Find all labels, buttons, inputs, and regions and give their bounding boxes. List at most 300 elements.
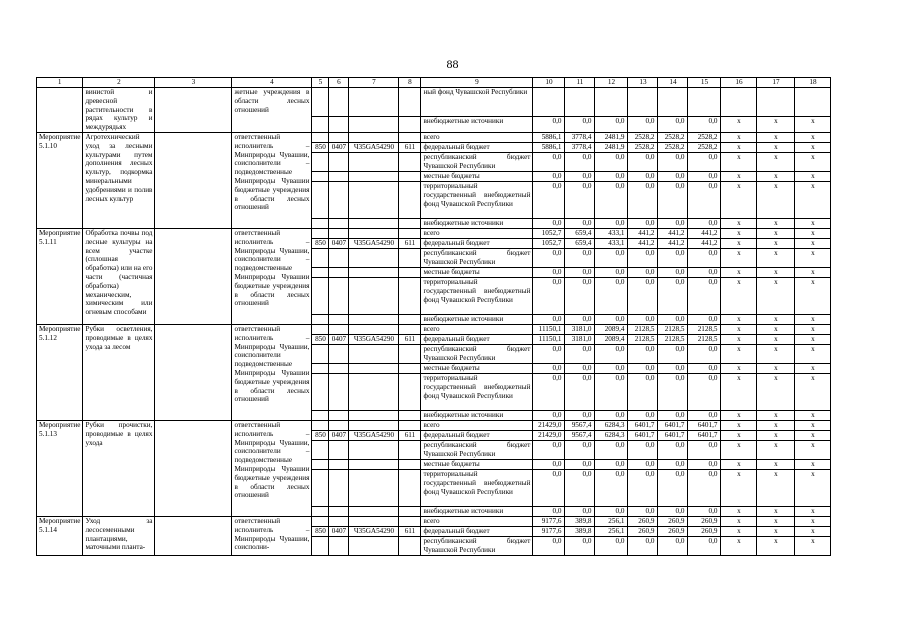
year-value: 0,0 bbox=[565, 506, 595, 516]
funding-source: всего bbox=[421, 324, 533, 334]
year-value: 0,0 bbox=[658, 267, 688, 277]
year-value: 2128,5 bbox=[628, 324, 658, 334]
placeholder-x: x bbox=[795, 506, 831, 516]
event-name: Обработка почвы под лесные культуры на всем участке (сплошная обработка) или на его части (частичная обработка) механическим, химическим или огневым способами bbox=[83, 228, 155, 324]
expense-type-code bbox=[399, 171, 421, 181]
year-value: 0,0 bbox=[595, 469, 628, 506]
year-value bbox=[595, 88, 628, 117]
placeholder-x bbox=[757, 88, 795, 117]
year-value: 3181,0 bbox=[565, 334, 595, 344]
year-value: 0,0 bbox=[628, 459, 658, 469]
grbs-code bbox=[312, 410, 329, 420]
section-code bbox=[329, 228, 349, 238]
year-value: 260,9 bbox=[688, 516, 721, 526]
year-value: 0,0 bbox=[595, 363, 628, 373]
target-article-code bbox=[349, 440, 399, 459]
year-value: 0,0 bbox=[595, 344, 628, 363]
year-value: 0,0 bbox=[533, 469, 565, 506]
section-code bbox=[329, 267, 349, 277]
funding-source: внебюджетные источники bbox=[421, 314, 533, 324]
funding-source: местные бюджеты bbox=[421, 459, 533, 469]
empty-cell bbox=[155, 132, 232, 228]
expense-type-code bbox=[399, 88, 421, 117]
year-value: 0,0 bbox=[595, 314, 628, 324]
year-value: 2128,5 bbox=[628, 334, 658, 344]
funding-source: федеральный бюджет bbox=[421, 526, 533, 536]
placeholder-x: x bbox=[721, 516, 757, 526]
funding-source: республиканский бюджет Чувашской Республики bbox=[421, 152, 533, 171]
year-value: 0,0 bbox=[565, 181, 595, 218]
year-value: 6401,7 bbox=[688, 430, 721, 440]
year-value: 0,0 bbox=[688, 410, 721, 420]
grbs-code: 850 bbox=[312, 430, 329, 440]
placeholder-x: x bbox=[721, 469, 757, 506]
grbs-code bbox=[312, 218, 329, 228]
year-value: 260,9 bbox=[688, 526, 721, 536]
target-article-code bbox=[349, 410, 399, 420]
column-number: 10 bbox=[533, 78, 565, 88]
year-value: 1052,7 bbox=[533, 238, 565, 248]
section-code bbox=[329, 363, 349, 373]
placeholder-x: x bbox=[757, 248, 795, 267]
grbs-code bbox=[312, 324, 329, 334]
event-name: винистой и древесной растительности в рядах культур и междурядьях bbox=[83, 88, 155, 133]
funding-source: всего bbox=[421, 516, 533, 526]
target-article-code bbox=[349, 373, 399, 410]
funding-source: республиканский бюджет Чувашской Республики bbox=[421, 536, 533, 555]
section-code bbox=[329, 420, 349, 430]
grbs-code bbox=[312, 132, 329, 142]
year-value: 0,0 bbox=[533, 410, 565, 420]
placeholder-x: x bbox=[795, 334, 831, 344]
placeholder-x: x bbox=[757, 152, 795, 171]
expense-type-code bbox=[399, 324, 421, 334]
year-value: 2528,2 bbox=[688, 132, 721, 142]
expense-type-code bbox=[399, 440, 421, 459]
year-value: 0,0 bbox=[595, 536, 628, 555]
column-number: 18 bbox=[795, 78, 831, 88]
target-article-code bbox=[349, 506, 399, 516]
placeholder-x: x bbox=[795, 459, 831, 469]
year-value bbox=[565, 88, 595, 117]
year-value: 0,0 bbox=[533, 152, 565, 171]
placeholder-x: x bbox=[757, 536, 795, 555]
year-value: 0,0 bbox=[565, 469, 595, 506]
section-code bbox=[329, 88, 349, 117]
placeholder-x: x bbox=[757, 516, 795, 526]
year-value: 0,0 bbox=[658, 248, 688, 267]
year-value: 0,0 bbox=[565, 373, 595, 410]
expense-type-code bbox=[399, 459, 421, 469]
placeholder-x: x bbox=[721, 228, 757, 238]
grbs-code bbox=[312, 459, 329, 469]
column-number-row bbox=[37, 78, 831, 88]
year-value: 0,0 bbox=[533, 536, 565, 555]
year-value: 0,0 bbox=[658, 344, 688, 363]
year-value: 0,0 bbox=[658, 373, 688, 410]
year-value: 441,2 bbox=[688, 228, 721, 238]
year-value: 6401,7 bbox=[688, 420, 721, 430]
year-value: 0,0 bbox=[533, 459, 565, 469]
section-code bbox=[329, 324, 349, 334]
year-value: 0,0 bbox=[533, 344, 565, 363]
year-value: 0,0 bbox=[688, 314, 721, 324]
funding-source: всего bbox=[421, 132, 533, 142]
expense-type-code bbox=[399, 277, 421, 314]
placeholder-x: x bbox=[795, 469, 831, 506]
executor: жетные учреждения в области лесных отношений bbox=[232, 88, 312, 133]
year-value: 0,0 bbox=[565, 363, 595, 373]
target-article-code bbox=[349, 363, 399, 373]
year-value: 433,1 bbox=[595, 238, 628, 248]
funding-source: территориальный государственный внебюджетный фонд Чувашской Республики bbox=[421, 181, 533, 218]
placeholder-x: x bbox=[795, 152, 831, 171]
section-code bbox=[329, 152, 349, 171]
year-value bbox=[658, 88, 688, 117]
year-value: 0,0 bbox=[595, 459, 628, 469]
placeholder-x bbox=[795, 88, 831, 117]
budget-table bbox=[36, 77, 831, 556]
empty-cell bbox=[155, 516, 232, 555]
year-value: 0,0 bbox=[595, 373, 628, 410]
year-value: 0,0 bbox=[658, 314, 688, 324]
year-value: 0,0 bbox=[595, 171, 628, 181]
column-number: 4 bbox=[232, 78, 312, 88]
section-code bbox=[329, 440, 349, 459]
funding-source: внебюджетные источники bbox=[421, 506, 533, 516]
year-value: 441,2 bbox=[628, 228, 658, 238]
empty-cell bbox=[155, 88, 232, 133]
year-value: 2528,2 bbox=[658, 132, 688, 142]
expense-type-code: 611 bbox=[399, 142, 421, 152]
year-value: 0,0 bbox=[595, 152, 628, 171]
funding-source: внебюджетные источники bbox=[421, 218, 533, 228]
funding-source: всего bbox=[421, 420, 533, 430]
expense-type-code bbox=[399, 410, 421, 420]
year-value: 0,0 bbox=[688, 248, 721, 267]
expense-type-code bbox=[399, 344, 421, 363]
year-value: 0,0 bbox=[533, 171, 565, 181]
placeholder-x: x bbox=[757, 334, 795, 344]
year-value: 0,0 bbox=[628, 363, 658, 373]
year-value: 3181,0 bbox=[565, 324, 595, 334]
placeholder-x: x bbox=[757, 142, 795, 152]
funding-source: территориальный государственный внебюджетный фонд Чувашской Республики bbox=[421, 469, 533, 506]
year-value: 0,0 bbox=[565, 267, 595, 277]
placeholder-x: x bbox=[795, 363, 831, 373]
year-value: 0,0 bbox=[565, 344, 595, 363]
expense-type-code bbox=[399, 132, 421, 142]
year-value: 0,0 bbox=[533, 267, 565, 277]
section-code bbox=[329, 277, 349, 314]
year-value: 0,0 bbox=[688, 440, 721, 459]
event-kind: Мероприятие 5.1.13 bbox=[37, 420, 83, 516]
grbs-code bbox=[312, 171, 329, 181]
target-article-code bbox=[349, 152, 399, 171]
section-code bbox=[329, 218, 349, 228]
year-value: 0,0 bbox=[533, 373, 565, 410]
placeholder-x: x bbox=[795, 314, 831, 324]
year-value: 2128,5 bbox=[688, 334, 721, 344]
year-value: 0,0 bbox=[595, 506, 628, 516]
year-value: 0,0 bbox=[565, 536, 595, 555]
year-value: 0,0 bbox=[565, 410, 595, 420]
placeholder-x: x bbox=[757, 459, 795, 469]
grbs-code bbox=[312, 314, 329, 324]
placeholder-x: x bbox=[721, 536, 757, 555]
event-kind: Мероприятие 5.1.12 bbox=[37, 324, 83, 420]
year-value: 0,0 bbox=[658, 363, 688, 373]
target-article-code bbox=[349, 218, 399, 228]
column-number: 6 bbox=[329, 78, 349, 88]
placeholder-x: x bbox=[721, 440, 757, 459]
grbs-code bbox=[312, 228, 329, 238]
year-value: 0,0 bbox=[595, 410, 628, 420]
grbs-code bbox=[312, 373, 329, 410]
column-number: 2 bbox=[83, 78, 155, 88]
column-number: 14 bbox=[658, 78, 688, 88]
year-value: 0,0 bbox=[595, 181, 628, 218]
year-value: 0,0 bbox=[595, 248, 628, 267]
year-value: 6284,3 bbox=[595, 420, 628, 430]
grbs-code: 850 bbox=[312, 142, 329, 152]
year-value: 0,0 bbox=[533, 181, 565, 218]
year-value: 2528,2 bbox=[628, 132, 658, 142]
year-value: 0,0 bbox=[565, 152, 595, 171]
placeholder-x: x bbox=[721, 181, 757, 218]
funding-source: федеральный бюджет bbox=[421, 142, 533, 152]
year-value: 0,0 bbox=[628, 344, 658, 363]
placeholder-x: x bbox=[757, 469, 795, 506]
section-code: 0407 bbox=[329, 526, 349, 536]
expense-type-code bbox=[399, 181, 421, 218]
column-number: 7 bbox=[349, 78, 399, 88]
year-value: 5886,1 bbox=[533, 142, 565, 152]
section-code bbox=[329, 469, 349, 506]
year-value: 0,0 bbox=[688, 459, 721, 469]
year-value: 0,0 bbox=[628, 267, 658, 277]
year-value: 0,0 bbox=[688, 171, 721, 181]
table-row bbox=[37, 88, 831, 117]
placeholder-x: x bbox=[795, 324, 831, 334]
target-article-code bbox=[349, 516, 399, 526]
year-value: 0,0 bbox=[658, 171, 688, 181]
placeholder-x: x bbox=[795, 132, 831, 142]
expense-type-code bbox=[399, 218, 421, 228]
section-code: 0407 bbox=[329, 238, 349, 248]
placeholder-x: x bbox=[795, 117, 831, 133]
year-value: 0,0 bbox=[658, 277, 688, 314]
placeholder-x: x bbox=[721, 363, 757, 373]
year-value: 9177,6 bbox=[533, 526, 565, 536]
year-value: 0,0 bbox=[658, 181, 688, 218]
column-number: 1 bbox=[37, 78, 83, 88]
expense-type-code bbox=[399, 248, 421, 267]
year-value: 0,0 bbox=[658, 218, 688, 228]
grbs-code bbox=[312, 344, 329, 363]
funding-source: ный фонд Чувашской Республики bbox=[421, 88, 533, 117]
year-value: 0,0 bbox=[628, 410, 658, 420]
year-value: 6401,7 bbox=[628, 430, 658, 440]
table-row bbox=[37, 228, 831, 238]
target-article-code bbox=[349, 536, 399, 555]
expense-type-code bbox=[399, 469, 421, 506]
placeholder-x: x bbox=[721, 410, 757, 420]
year-value: 0,0 bbox=[688, 267, 721, 277]
placeholder-x: x bbox=[721, 117, 757, 133]
funding-source: федеральный бюджет bbox=[421, 334, 533, 344]
year-value: 0,0 bbox=[628, 373, 658, 410]
placeholder-x: x bbox=[757, 117, 795, 133]
year-value: 0,0 bbox=[688, 181, 721, 218]
placeholder-x: x bbox=[757, 171, 795, 181]
table-row bbox=[37, 420, 831, 430]
grbs-code bbox=[312, 248, 329, 267]
placeholder-x: x bbox=[721, 171, 757, 181]
year-value: 0,0 bbox=[688, 277, 721, 314]
funding-source: территориальный государственный внебюджетный фонд Чувашской Республики bbox=[421, 277, 533, 314]
event-name: Рубки осветления, проводимые в целях ухода за лесом bbox=[83, 324, 155, 420]
year-value: 659,4 bbox=[565, 238, 595, 248]
year-value: 9177,6 bbox=[533, 516, 565, 526]
placeholder-x: x bbox=[795, 267, 831, 277]
placeholder-x: x bbox=[721, 142, 757, 152]
year-value: 441,2 bbox=[688, 238, 721, 248]
grbs-code bbox=[312, 516, 329, 526]
section-code: 0407 bbox=[329, 334, 349, 344]
year-value: 0,0 bbox=[688, 152, 721, 171]
empty-cell bbox=[155, 420, 232, 516]
funding-source: республиканский бюджет Чувашской Республики bbox=[421, 344, 533, 363]
grbs-code bbox=[312, 420, 329, 430]
year-value: 0,0 bbox=[628, 181, 658, 218]
placeholder-x: x bbox=[757, 228, 795, 238]
year-value: 11150,1 bbox=[533, 334, 565, 344]
placeholder-x: x bbox=[795, 277, 831, 314]
year-value: 0,0 bbox=[658, 117, 688, 133]
placeholder-x: x bbox=[757, 344, 795, 363]
year-value: 256,1 bbox=[595, 526, 628, 536]
year-value: 0,0 bbox=[533, 314, 565, 324]
placeholder-x: x bbox=[795, 536, 831, 555]
funding-source: местные бюджеты bbox=[421, 267, 533, 277]
year-value: 2128,5 bbox=[658, 334, 688, 344]
executor: ответственный исполнитель – Минприроды Чувашии, соисполнители – подведомственные Минприроды Чувашии бюджетные учреждения в области лесных отношений bbox=[232, 420, 312, 516]
target-article-code bbox=[349, 88, 399, 117]
target-article-code: Ч35GA54290 bbox=[349, 238, 399, 248]
year-value: 0,0 bbox=[533, 277, 565, 314]
year-value: 11150,1 bbox=[533, 324, 565, 334]
executor: ответственный исполнитель – Минприроды Чувашии, соисполнители подведомственные Минприроды Чувашии бюджетные учреждения в области лесных отношений bbox=[232, 324, 312, 420]
funding-source: внебюджетные источники bbox=[421, 410, 533, 420]
target-article-code bbox=[349, 228, 399, 238]
expense-type-code bbox=[399, 420, 421, 430]
placeholder-x: x bbox=[721, 277, 757, 314]
placeholder-x: x bbox=[757, 267, 795, 277]
target-article-code bbox=[349, 277, 399, 314]
placeholder-x: x bbox=[721, 267, 757, 277]
placeholder-x: x bbox=[721, 152, 757, 171]
executor: ответственный исполнитель – Минприроды Чувашии, соисполни- bbox=[232, 516, 312, 555]
placeholder-x: x bbox=[757, 238, 795, 248]
year-value: 0,0 bbox=[533, 363, 565, 373]
placeholder-x: x bbox=[757, 277, 795, 314]
year-value: 6284,3 bbox=[595, 430, 628, 440]
expense-type-code bbox=[399, 314, 421, 324]
target-article-code bbox=[349, 267, 399, 277]
column-number: 9 bbox=[421, 78, 533, 88]
year-value: 5886,1 bbox=[533, 132, 565, 142]
placeholder-x: x bbox=[721, 314, 757, 324]
funding-source: федеральный бюджет bbox=[421, 238, 533, 248]
placeholder-x: x bbox=[721, 238, 757, 248]
target-article-code bbox=[349, 171, 399, 181]
expense-type-code: 611 bbox=[399, 334, 421, 344]
column-number: 15 bbox=[688, 78, 721, 88]
year-value: 9567,4 bbox=[565, 430, 595, 440]
year-value: 0,0 bbox=[565, 314, 595, 324]
year-value: 6401,7 bbox=[658, 420, 688, 430]
year-value: 0,0 bbox=[658, 469, 688, 506]
placeholder-x: x bbox=[795, 526, 831, 536]
year-value: 0,0 bbox=[658, 459, 688, 469]
year-value: 2089,4 bbox=[595, 324, 628, 334]
section-code bbox=[329, 344, 349, 363]
expense-type-code bbox=[399, 363, 421, 373]
year-value: 0,0 bbox=[688, 363, 721, 373]
year-value: 0,0 bbox=[628, 171, 658, 181]
year-value: 0,0 bbox=[595, 117, 628, 133]
year-value: 0,0 bbox=[533, 117, 565, 133]
funding-source: всего bbox=[421, 228, 533, 238]
year-value: 0,0 bbox=[688, 506, 721, 516]
placeholder-x: x bbox=[757, 373, 795, 410]
year-value: 2128,5 bbox=[688, 324, 721, 334]
target-article-code: Ч35GA54290 bbox=[349, 526, 399, 536]
year-value: 3778,4 bbox=[565, 142, 595, 152]
year-value: 0,0 bbox=[565, 440, 595, 459]
year-value: 0,0 bbox=[628, 248, 658, 267]
section-code bbox=[329, 506, 349, 516]
target-article-code bbox=[349, 469, 399, 506]
funding-source: местные бюджеты bbox=[421, 171, 533, 181]
year-value: 0,0 bbox=[595, 267, 628, 277]
placeholder-x: x bbox=[721, 430, 757, 440]
year-value: 0,0 bbox=[595, 440, 628, 459]
year-value bbox=[628, 88, 658, 117]
table-row bbox=[37, 132, 831, 142]
year-value: 6401,7 bbox=[658, 430, 688, 440]
placeholder-x: x bbox=[721, 344, 757, 363]
event-name: Рубки прочистки, проводимые в целях ухода bbox=[83, 420, 155, 516]
year-value: 0,0 bbox=[565, 171, 595, 181]
section-code bbox=[329, 314, 349, 324]
year-value: 433,1 bbox=[595, 228, 628, 238]
year-value: 0,0 bbox=[533, 506, 565, 516]
grbs-code bbox=[312, 440, 329, 459]
expense-type-code: 611 bbox=[399, 238, 421, 248]
year-value: 0,0 bbox=[565, 248, 595, 267]
expense-type-code: 611 bbox=[399, 430, 421, 440]
year-value: 0,0 bbox=[688, 344, 721, 363]
placeholder-x: x bbox=[757, 420, 795, 430]
year-value bbox=[533, 88, 565, 117]
placeholder-x: x bbox=[721, 334, 757, 344]
grbs-code bbox=[312, 536, 329, 555]
target-article-code bbox=[349, 344, 399, 363]
year-value: 0,0 bbox=[533, 248, 565, 267]
grbs-code bbox=[312, 152, 329, 171]
